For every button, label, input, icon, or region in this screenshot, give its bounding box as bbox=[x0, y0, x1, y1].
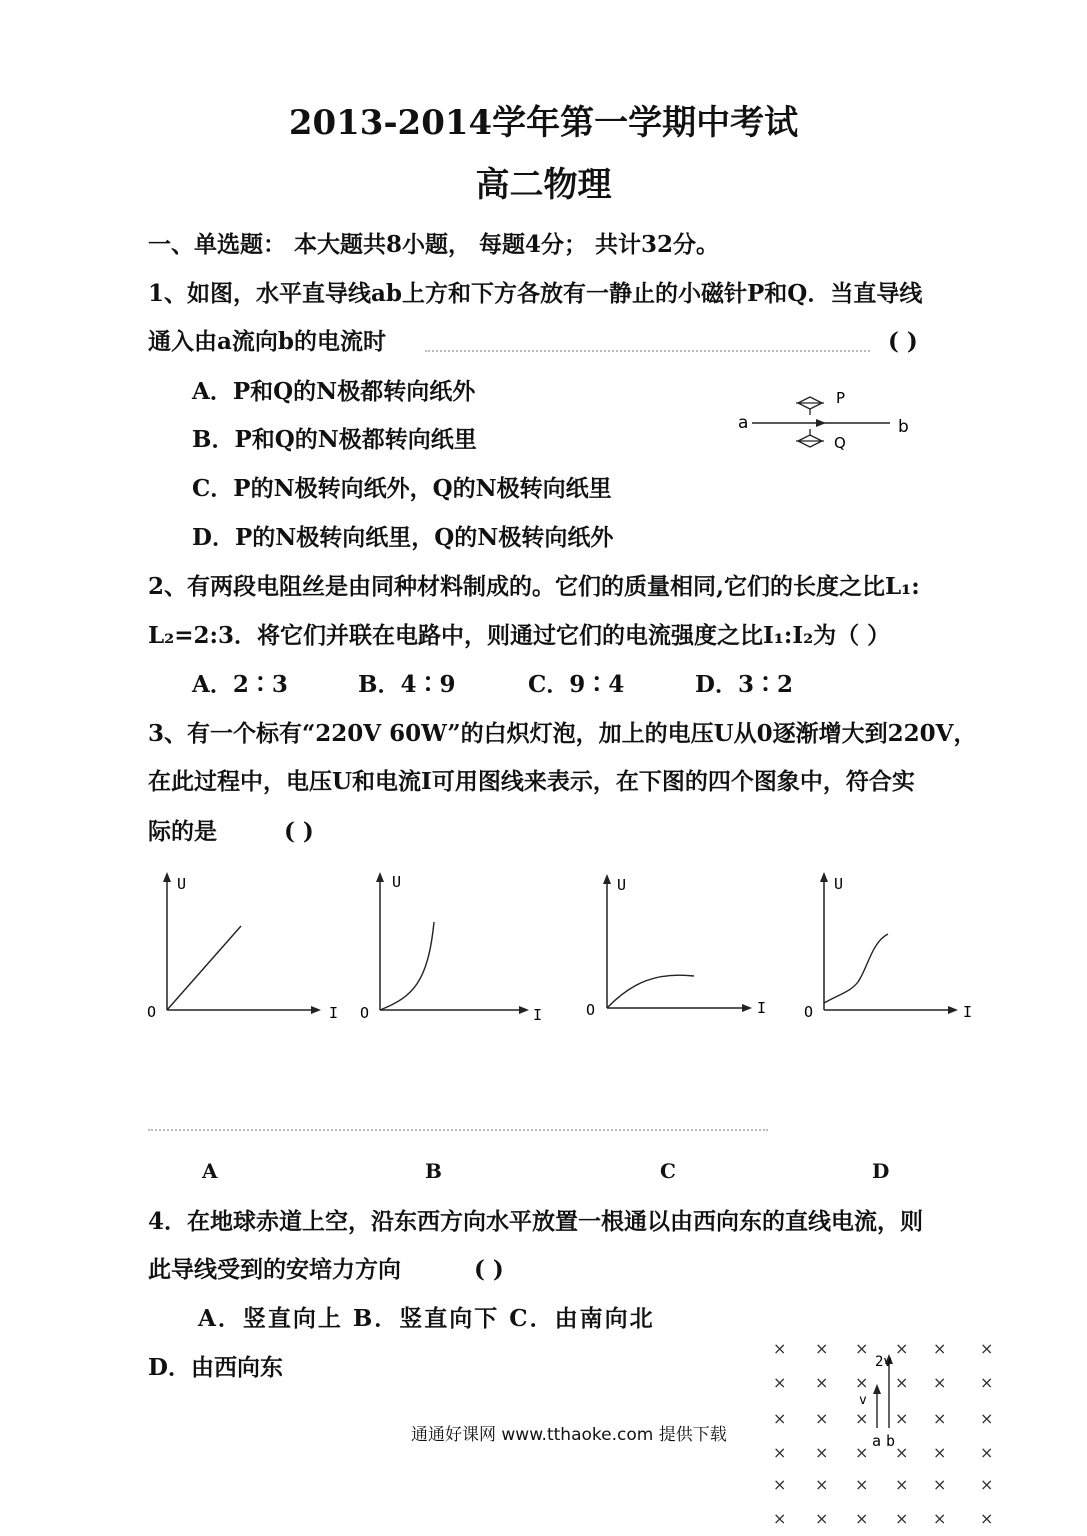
svg-text:×: × bbox=[773, 1475, 787, 1494]
svg-text:×: × bbox=[933, 1475, 947, 1494]
graph-d-curve bbox=[824, 934, 888, 1003]
q3-answer-blank: ( ) bbox=[284, 818, 314, 845]
q4-stem-line2: 此导线受到的安培力方向 bbox=[148, 1256, 401, 1283]
q2-option-d: D．3∶2 bbox=[695, 671, 793, 698]
svg-text:×: × bbox=[855, 1443, 869, 1462]
graph-b-ylabel: U bbox=[392, 873, 402, 891]
graph-b-caption: B bbox=[425, 1159, 442, 1183]
svg-text:×: × bbox=[773, 1509, 787, 1528]
svg-text:×: × bbox=[773, 1339, 787, 1358]
graph-a-origin: O bbox=[147, 1003, 157, 1021]
q4-options-abc: A．竖直向上 B．竖直向下 C．由南向北 bbox=[198, 1305, 655, 1332]
q1-wire-figure bbox=[730, 385, 920, 460]
q2-option-c: C．9∶4 bbox=[528, 671, 625, 698]
graph-c-curve bbox=[607, 975, 694, 1008]
graph-c-ylabel: U bbox=[617, 876, 627, 894]
q3-stem-line3: 际的是 bbox=[148, 818, 217, 845]
current-arrow-icon bbox=[816, 419, 826, 427]
q3-stem-line1: 3、有一个标有“220V 60W”的白炽灯泡，加上的电压U从0逐渐增大到220V， bbox=[148, 720, 977, 747]
graph-c bbox=[582, 872, 782, 1027]
svg-text:×: × bbox=[895, 1339, 909, 1358]
q1-option-c: C．P的N极转向纸外，Q的N极转向纸里 bbox=[192, 475, 612, 502]
q3-stem-line2: 在此过程中，电压U和电流I可用图线来表示，在下图的四个图象中，符合实 bbox=[148, 768, 915, 795]
graph-b bbox=[358, 872, 558, 1027]
graph-d-caption: D bbox=[872, 1159, 890, 1183]
compass-needle-q-icon bbox=[796, 429, 824, 447]
svg-text:×: × bbox=[933, 1373, 947, 1392]
footer-source: 通通好课网 www.tthaoke.com 提供下载 bbox=[411, 1425, 727, 1445]
svg-text:×: × bbox=[933, 1409, 947, 1428]
graph-a-ylabel: U bbox=[177, 875, 187, 893]
graph-b-curve bbox=[380, 922, 434, 1010]
graph-a-caption: A bbox=[202, 1159, 218, 1183]
graph-b-xlabel: I bbox=[533, 1006, 543, 1024]
graph-d-origin: O bbox=[804, 1003, 814, 1021]
q2-stem-line2: L₂=2:3．将它们并联在电路中，则通过它们的电流强度之比I₁:I₂为（ ） bbox=[148, 622, 891, 649]
svg-text:×: × bbox=[815, 1373, 829, 1392]
q1-stem-line2: 通入由a流向b的电流时 bbox=[148, 328, 386, 355]
svg-text:×: × bbox=[895, 1409, 909, 1428]
svg-text:×: × bbox=[895, 1509, 909, 1528]
svg-text:×: × bbox=[815, 1509, 829, 1528]
section-heading: 一、单选题： 本大题共8小题， 每题4分； 共计32分。 bbox=[148, 231, 720, 258]
graph-d bbox=[800, 872, 1000, 1027]
svg-text:×: × bbox=[933, 1339, 947, 1358]
graph-c-xlabel: I bbox=[757, 999, 767, 1017]
q1-option-d: D．P的N极转向纸里，Q的N极转向纸外 bbox=[192, 524, 614, 551]
svg-text:×: × bbox=[895, 1443, 909, 1462]
label-p: P bbox=[836, 389, 846, 407]
q2-option-a: A．2∶3 bbox=[192, 671, 288, 698]
q3-dotted-leader bbox=[148, 1129, 768, 1131]
svg-text:×: × bbox=[773, 1373, 787, 1392]
q1-stem-line1: 1、如图，水平直导线ab上方和下方各放有一静止的小磁针P和Q．当直导线 bbox=[148, 280, 923, 307]
svg-text:×: × bbox=[933, 1443, 947, 1462]
q4-answer-blank: ( ) bbox=[474, 1256, 504, 1283]
page-title: 2013-2014学年第一学期中考试 bbox=[288, 103, 799, 143]
q1-dotted-leader bbox=[425, 350, 870, 352]
q1-option-b: B．P和Q的N极都转向纸里 bbox=[192, 426, 477, 453]
page-subtitle: 高二物理 bbox=[475, 165, 612, 205]
svg-text:×: × bbox=[855, 1339, 869, 1358]
label-2v: 2v bbox=[875, 1354, 892, 1370]
svg-text:×: × bbox=[815, 1475, 829, 1494]
svg-text:×: × bbox=[773, 1443, 787, 1462]
label-v: v bbox=[859, 1393, 867, 1408]
svg-text:×: × bbox=[895, 1475, 909, 1494]
svg-text:×: × bbox=[773, 1409, 787, 1428]
q1-option-a: A．P和Q的N极都转向纸外 bbox=[192, 378, 476, 405]
svg-text:×: × bbox=[815, 1339, 829, 1358]
svg-text:×: × bbox=[815, 1409, 829, 1428]
svg-text:×: × bbox=[980, 1475, 994, 1494]
q1-answer-blank: ( ) bbox=[888, 328, 918, 355]
magnetic-field-figure bbox=[765, 1338, 1005, 1536]
svg-text:×: × bbox=[895, 1373, 909, 1392]
svg-text:×: × bbox=[980, 1409, 994, 1428]
label-rod-b: b bbox=[886, 1432, 896, 1450]
label-a: a bbox=[738, 413, 749, 433]
graph-c-caption: C bbox=[660, 1159, 676, 1183]
graph-d-ylabel: U bbox=[834, 875, 844, 893]
label-b: b bbox=[898, 417, 909, 437]
label-rod-a: a bbox=[872, 1432, 882, 1450]
svg-text:×: × bbox=[855, 1409, 869, 1428]
graph-c-origin: O bbox=[586, 1001, 596, 1019]
svg-text:×: × bbox=[933, 1509, 947, 1528]
svg-text:×: × bbox=[980, 1509, 994, 1528]
q2-option-b: B．4∶9 bbox=[358, 671, 456, 698]
svg-text:×: × bbox=[855, 1475, 869, 1494]
q4-stem-line1: 4．在地球赤道上空，沿东西方向水平放置一根通以由西向东的直线电流，则 bbox=[148, 1208, 924, 1235]
svg-text:×: × bbox=[980, 1443, 994, 1462]
q2-stem-line1: 2、有两段电阻丝是由同种材料制成的。它们的质量相同,它们的长度之比L₁: bbox=[148, 573, 920, 600]
graph-a bbox=[145, 872, 345, 1027]
compass-needle-p-icon bbox=[796, 397, 824, 415]
svg-text:×: × bbox=[855, 1509, 869, 1528]
svg-text:×: × bbox=[855, 1373, 869, 1392]
graph-d-xlabel: I bbox=[963, 1003, 973, 1021]
svg-text:×: × bbox=[815, 1443, 829, 1462]
graph-a-xlabel: I bbox=[329, 1004, 339, 1022]
graph-b-origin: O bbox=[360, 1004, 370, 1022]
q4-option-d: D．由西向东 bbox=[148, 1354, 283, 1381]
svg-text:×: × bbox=[980, 1339, 994, 1358]
svg-text:×: × bbox=[980, 1373, 994, 1392]
label-q: Q bbox=[834, 434, 846, 452]
graph-a-curve bbox=[167, 926, 241, 1010]
